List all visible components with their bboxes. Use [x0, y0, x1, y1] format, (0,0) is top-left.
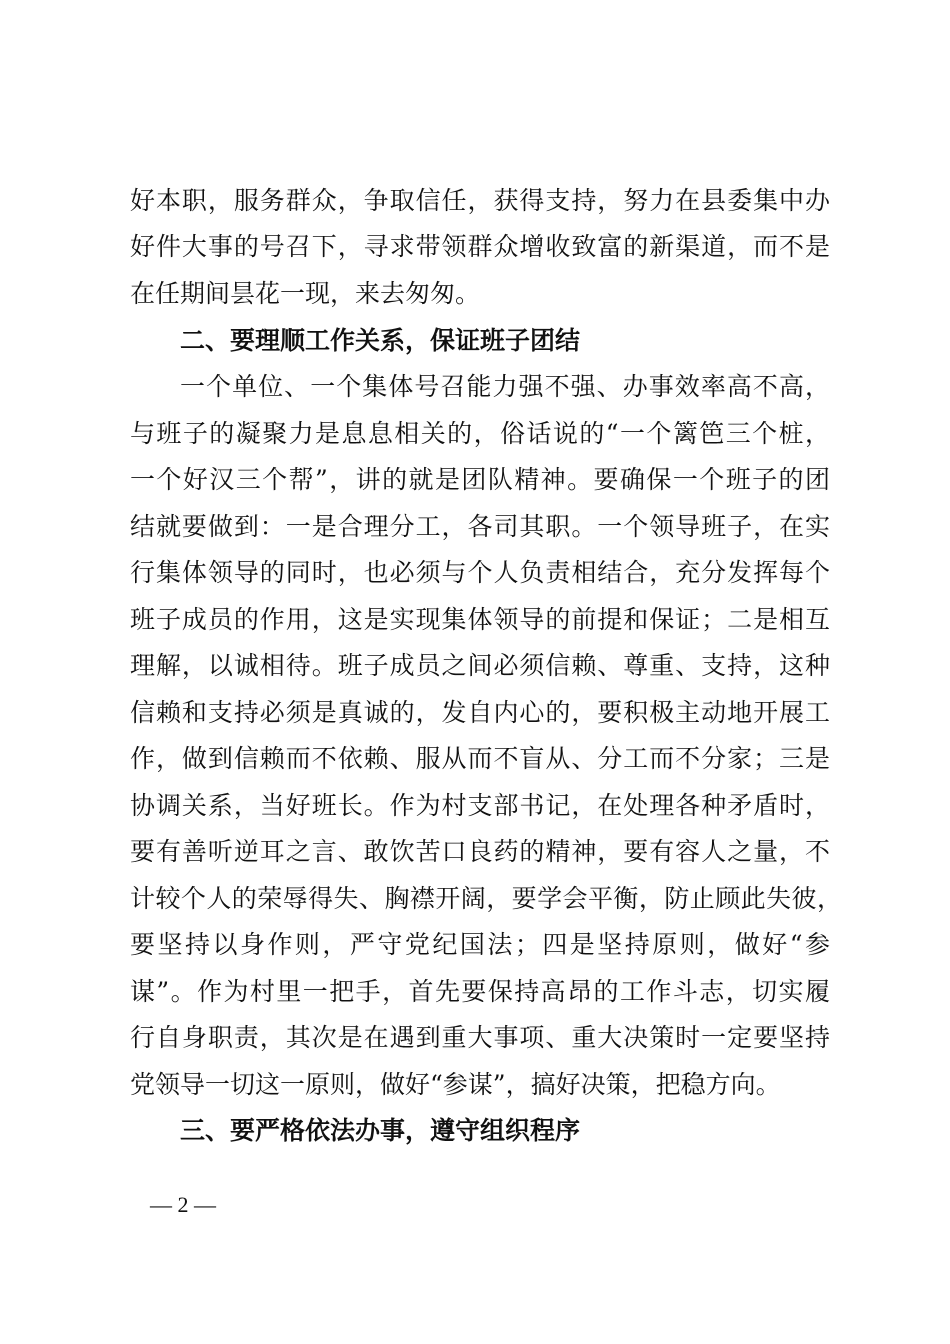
paragraph-2-line: 计较个人的荣辱得失、胸襟开阔，要学会平衡，防止顾此失彼，	[130, 884, 842, 913]
paragraph-1-line: 好件大事的号召下，寻求带领群众增收致富的新渠道，而不是	[130, 232, 830, 261]
paragraph-2-line: 要坚持以身作则，严守党纪国法；四是坚持原则，做好“参	[130, 930, 830, 959]
paragraph-2-line: 一个好汉三个帮”，讲的就是团队精神。要确保一个班子的团	[130, 465, 830, 494]
paragraph-2-line: 结就要做到：一是合理分工，各司其职。一个领导班子，在实	[130, 512, 830, 541]
paragraph-2-line: 信赖和支持必须是真诚的，发自内心的，要积极主动地开展工	[130, 698, 830, 727]
paragraph-2-line: 与班子的凝聚力是息息相关的，俗话说的“一个篱笆三个桩，	[130, 419, 830, 448]
section-heading-3: 三、要严格依法办事，遵守组织程序	[180, 1116, 581, 1145]
paragraph-2-line: 协调关系，当好班长。作为村支部书记，在处理各种矛盾时，	[130, 791, 830, 820]
paragraph-2-line: 班子成员的作用，这是实现集体领导的前提和保证；二是相互	[130, 605, 830, 634]
paragraph-2-line: 党领导一切这一原则，做好“参谋”，搞好决策，把稳方向。	[130, 1070, 781, 1099]
paragraph-2-line: 谋”。作为村里一把手，首先要保持高昂的工作斗志，切实履	[130, 977, 830, 1006]
page-number: — 2 —	[150, 1192, 216, 1217]
paragraph-2-line: 作，做到信赖而不依赖、服从而不盲从、分工而不分家；三是	[130, 744, 830, 773]
paragraph-2-line: 一个单位、一个集体号召能力强不强、办事效率高不高，	[180, 372, 830, 401]
paragraph-2-line: 要有善听逆耳之言、敢饮苦口良药的精神，要有容人之量，不	[130, 837, 830, 866]
paragraph-1-line: 在任期间昙花一现，来去匆匆。	[130, 279, 481, 308]
paragraph-2-line: 行自身职责，其次是在遇到重大事项、重大决策时一定要坚持	[130, 1023, 830, 1052]
paragraph-2-line: 理解，以诚相待。班子成员之间必须信赖、尊重、支持，这种	[130, 651, 830, 680]
paragraph-2-line: 行集体领导的同时，也必须与个人负责相结合，充分发挥每个	[130, 558, 830, 587]
section-heading-2: 二、要理顺工作关系，保证班子团结	[180, 326, 581, 355]
paragraph-1-line: 好本职，服务群众，争取信任，获得支持，努力在县委集中办	[130, 186, 830, 215]
